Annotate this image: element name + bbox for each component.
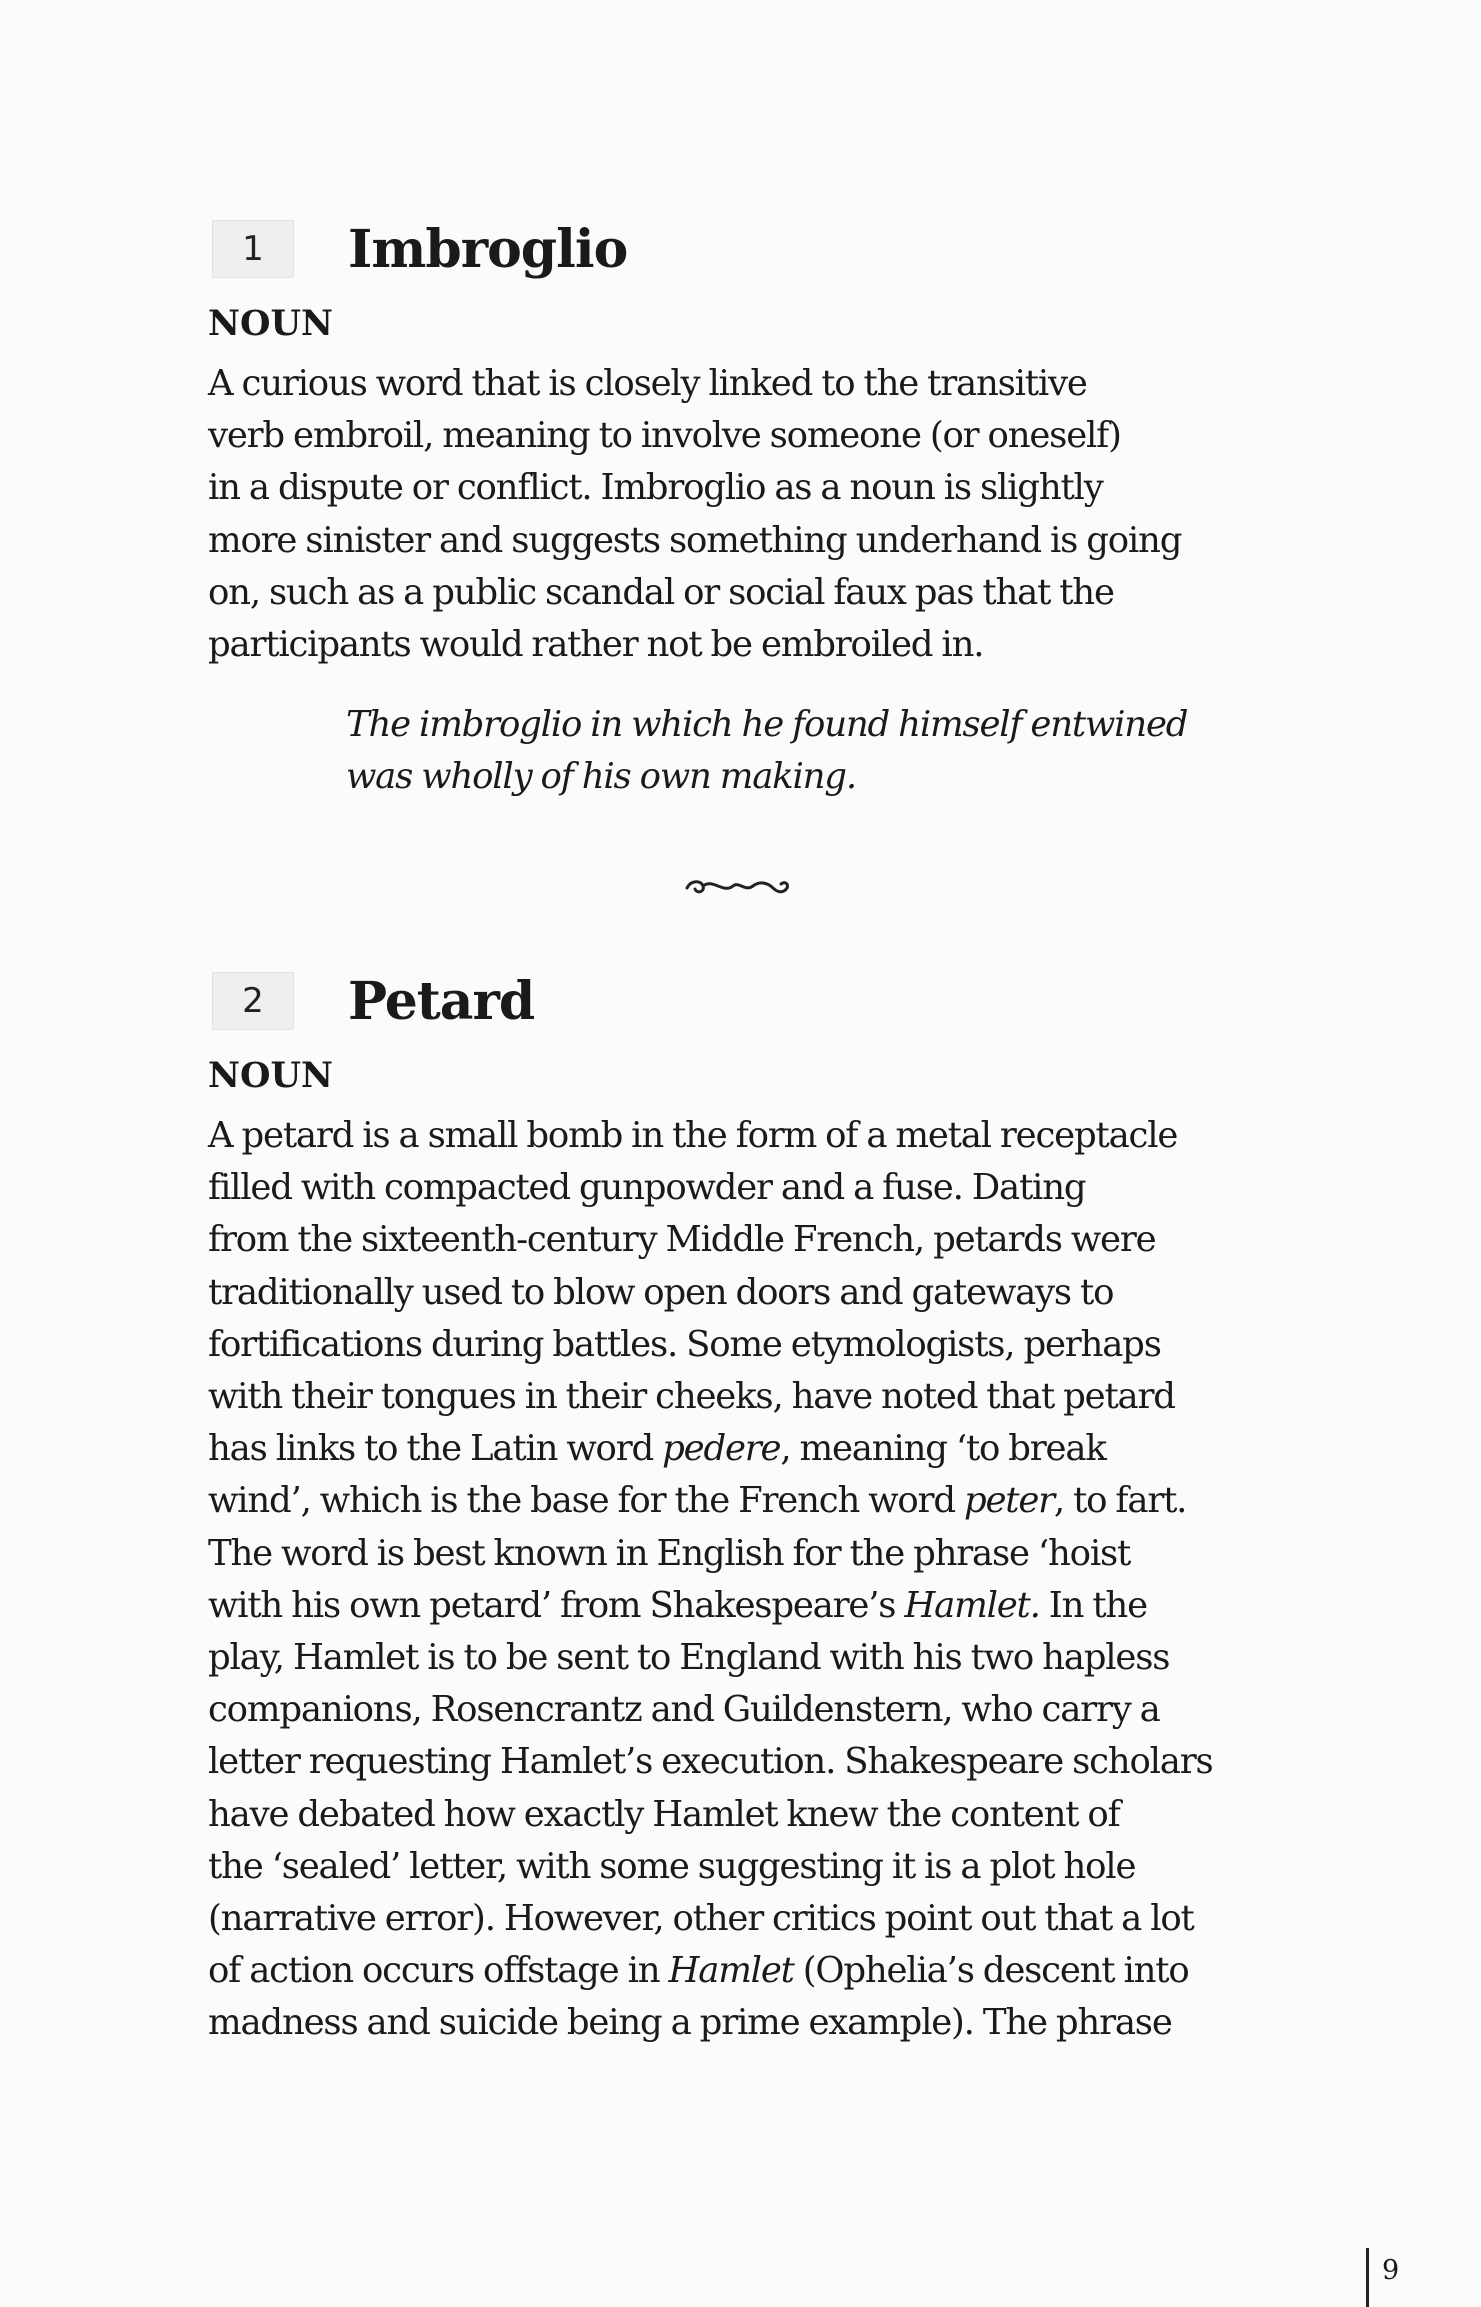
part-of-speech: NOUN	[208, 303, 333, 344]
definition-line: letter requesting Hamlet’s execution. Shakespeare scholars	[208, 1741, 1213, 1783]
definition-line: filled with compacted gunpowder and a fuse. Dating	[208, 1167, 1086, 1209]
page-number: 9	[1382, 2255, 1400, 2286]
example-line: The imbroglio in which he found himself entwined	[346, 704, 1188, 746]
definition-line: the ‘sealed’ letter, with some suggesting it is a plot hole	[208, 1845, 1136, 1887]
definition-line: participants would rather not be embroiled in.	[208, 624, 984, 666]
definition	[208, 358, 1268, 671]
italic-term: peter	[963, 1480, 1054, 1522]
headword-row	[208, 962, 1268, 1072]
definition-line: The word is best known in English for the phrase ‘hoist	[208, 1532, 1131, 1574]
definition-line: companions, Rosencrantz and Guildenstern, who carry a	[208, 1689, 1160, 1731]
definition-line: on, such as a public scandal or social faux pas that the	[208, 571, 1114, 613]
headword: Petard	[348, 971, 535, 1032]
definition-line: play, Hamlet is to be sent to England with his two hapless	[208, 1637, 1170, 1679]
flourish-ornament-icon	[683, 872, 793, 902]
page-number-rule	[1366, 2248, 1369, 2307]
definition-line: A petard is a small bomb in the form of a metal receptacle	[208, 1115, 1178, 1156]
definition-line: with their tongues in their cheeks, have noted that petard	[208, 1376, 1175, 1418]
definition	[208, 1110, 1268, 2050]
italic-term: pedere	[662, 1428, 781, 1470]
definition-line: A curious word that is closely linked to the transitive	[208, 363, 1087, 404]
definition-line: more sinister and suggests something underhand is going	[208, 519, 1182, 561]
definition-line: have debated how exactly Hamlet knew the content of	[208, 1793, 1120, 1835]
entry-number: 2	[212, 972, 294, 1030]
definition-line: (narrative error). However, other critics point out that a lot	[208, 1898, 1194, 1940]
headword: Imbroglio	[348, 219, 628, 280]
part-of-speech: NOUN	[208, 1055, 333, 1096]
entry-number: 1	[212, 220, 294, 278]
entry-imbroglio	[208, 210, 1268, 803]
definition-line: in a dispute or conflict. Imbroglio as a noun is slightly	[208, 467, 1103, 509]
headword-row	[208, 210, 1268, 320]
definition-line: verb embroil, meaning to involve someone (or oneself)	[208, 415, 1121, 457]
example-sentence	[346, 699, 1268, 803]
italic-term: Hamlet.	[904, 1584, 1040, 1626]
definition-line: madness and suicide being a prime example). The phrase	[208, 2002, 1172, 2044]
definition-line: has links to the Latin word pedere, meaning ‘to break	[208, 1428, 1106, 1470]
definition-line: wind’, which is the base for the French word peter, to fart.	[208, 1480, 1187, 1522]
entry-petard	[208, 962, 1268, 2050]
italic-term: Hamlet	[668, 1950, 794, 1992]
definition-line: of action occurs offstage in Hamlet (Ophelia’s descent into	[208, 1950, 1189, 1992]
example-line: was wholly of his own making.	[346, 756, 856, 798]
definition-line: fortifications during battles. Some etymologists, perhaps	[208, 1323, 1161, 1365]
definition-line: traditionally used to blow open doors and gateways to	[208, 1271, 1114, 1313]
definition-line: from the sixteenth-century Middle French, petards were	[208, 1219, 1156, 1261]
definition-line: with his own petard’ from Shakespeare’s Hamlet. In the	[208, 1584, 1147, 1626]
